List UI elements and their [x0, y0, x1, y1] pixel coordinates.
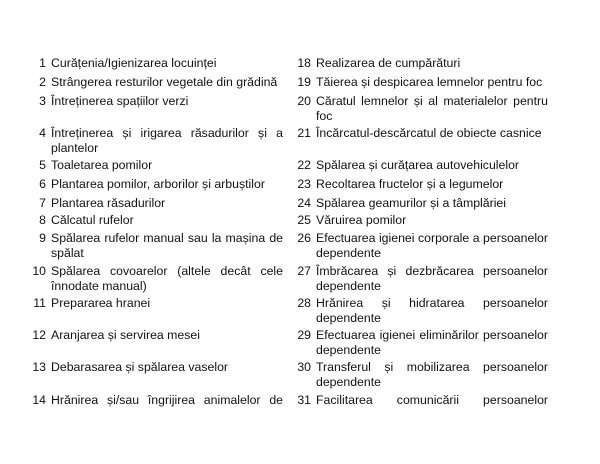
item-text: Plantarea pomilor, arborilor și arbuștilor	[51, 177, 265, 191]
item-text: Încărcatul-descărcatul de obiecte casnice	[316, 126, 542, 140]
item-number: 3	[39, 94, 46, 108]
item-text: Efectuarea igienei corporale a persoanelor dependente	[316, 231, 548, 260]
item-text: Curățenia/Igienizarea locuinței	[51, 56, 217, 70]
item-number: 21	[297, 126, 311, 140]
item-text: Strângerea resturilor vegetale din grădină	[51, 75, 278, 89]
item-text: Recoltarea fructelor și a legumelor	[316, 177, 504, 191]
item-number: 7	[39, 196, 46, 210]
item-number: 11	[33, 296, 46, 310]
item-number: 28	[297, 296, 311, 310]
item-text: Văruirea pomilor	[316, 213, 407, 227]
item-number: 6	[39, 177, 46, 191]
item-number: 20	[297, 94, 311, 108]
item-text: Debarasarea și spălarea vaselor	[51, 360, 229, 374]
item-text: Spălarea geamurilor și a tâmplăriei	[316, 196, 507, 210]
item-number: 29	[297, 328, 311, 342]
item-text: Transferul și mobilizarea persoanelor dependente	[316, 360, 548, 389]
item-number: 12	[32, 328, 46, 342]
item-text: Prepararea hranei	[51, 296, 151, 310]
item-number: 2	[39, 75, 46, 89]
item-number: 1	[39, 56, 46, 70]
item-number: 13	[32, 360, 46, 374]
item-number: 10	[32, 264, 46, 278]
item-text: Căratul lemnelor și al materialelor pentru foc	[316, 94, 548, 123]
item-number: 18	[297, 56, 311, 70]
item-text: Călcatul rufelor	[51, 213, 134, 227]
item-text: Îmbrăcarea și dezbrăcarea persoanelor dependente	[316, 264, 548, 293]
item-text: Toaletarea pomilor	[51, 158, 153, 172]
item-text: Facilitarea comunicării persoanelor	[316, 393, 548, 407]
item-text: Hrănirea și/sau îngrijirea animalelor de	[51, 393, 283, 407]
item-number: 30	[297, 360, 311, 374]
item-number: 25	[297, 213, 311, 227]
item-number: 22	[297, 158, 311, 172]
item-number: 23	[297, 177, 311, 191]
item-text: Efectuarea igienei eliminărilor persoanelor dependente	[316, 328, 548, 357]
item-number: 9	[39, 231, 46, 245]
item-text: Spălarea și curățarea autovehiculelor	[316, 158, 520, 172]
item-number: 27	[297, 264, 311, 278]
item-text: Spălarea rufelor manual sau la mașina de spălat	[51, 231, 283, 260]
item-number: 5	[39, 158, 46, 172]
item-number: 4	[39, 126, 46, 140]
item-text: Tăierea și despicarea lemnelor pentru foc	[316, 75, 543, 89]
item-number: 19	[297, 75, 311, 89]
item-text: Spălarea covoarelor (altele decât cele înnodate manual)	[51, 264, 283, 293]
item-text: Întreținerea spațiilor verzi	[51, 94, 189, 108]
item-text: Aranjarea și servirea mesei	[51, 328, 200, 342]
item-number: 14	[32, 393, 46, 407]
item-number: 24	[297, 196, 311, 210]
item-text: Întreținerea și irigarea răsadurilor și a plantelor	[51, 126, 283, 155]
item-text: Realizarea de cumpărături	[316, 56, 461, 70]
item-text: Hrănirea și hidratarea persoanelor dependente	[316, 296, 548, 325]
item-number: 26	[297, 231, 311, 245]
item-number: 31	[297, 393, 311, 407]
item-text: Plantarea răsadurilor	[51, 196, 166, 210]
item-number: 8	[39, 213, 46, 227]
